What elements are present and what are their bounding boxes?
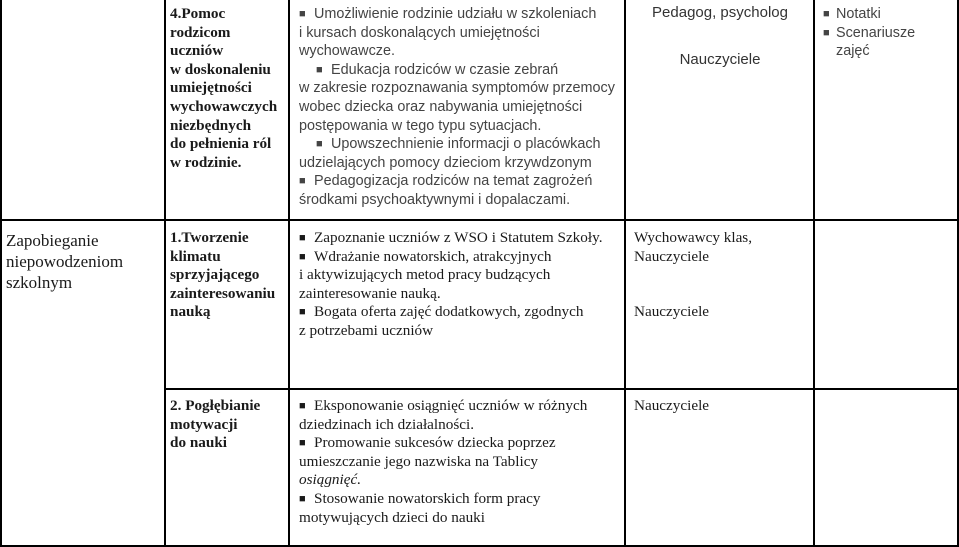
column-divider-4: [813, 0, 815, 547]
notes-cell: ■ Notatki ■ Scenariusze zajęć: [823, 6, 916, 60]
action-item: ■ Zapoznanie uczniów z WSO i Statutem Szkoły.: [299, 229, 603, 246]
bullet-square-icon: ■: [299, 400, 306, 412]
bullet-square-icon: ■: [299, 8, 306, 20]
task-cell: 4.Pomoc rodzicom uczniów w doskonaleniu umiejętności wychowawczych niezbędnych do pełnienia ról w rodzinie.: [170, 5, 278, 171]
bullet-square-icon: ■: [299, 250, 306, 263]
notes-item: ■ Scenariusze: [823, 24, 916, 41]
action-item: ■ Eksponowanie osiągnięć uczniów w różnych: [299, 397, 588, 414]
actions-cell: ■ Eksponowanie osiągnięć uczniów w różnych dziedzinach ich działalności. ■ Promowanie sukcesów dziecka poprzez umieszczanie jego nazwiska na Tablicy osiągnięć. ■ Stosowanie nowatorskich form pracy motywujących dzieci do nauki: [299, 397, 588, 526]
row-divider-1: [0, 219, 959, 221]
bullet-square-icon: ■: [299, 232, 306, 244]
responsible-cell: Pedagog, psycholog Nauczyciele: [652, 4, 788, 68]
task-cell: 1.Tworzenie klimatu sprzyjającego zainteresowaniu nauką: [170, 229, 276, 321]
bullet-square-icon: ■: [299, 492, 306, 505]
responsible-cell: Nauczyciele: [634, 397, 710, 414]
action-item: ■ Pedagogizacja rodziców na temat zagrożeń: [299, 173, 593, 190]
action-item: ■ Wdrażanie nowatorskich, atrakcyjnych: [299, 247, 552, 265]
bullet-square-icon: ■: [299, 306, 306, 319]
bullet-square-icon: ■: [299, 175, 306, 188]
bullet-square-icon: ■: [316, 63, 323, 76]
column-divider-3: [624, 0, 626, 547]
task-cell: 2. Pogłębianie motywacji do nauki: [170, 397, 261, 452]
bullet-square-icon: ■: [823, 26, 830, 39]
action-item: ■ Upowszechnienie informacji o placówkach: [316, 136, 601, 153]
bullet-square-icon: ■: [823, 8, 830, 20]
action-item: ■ Promowanie sukcesów dziecka poprzez: [299, 434, 556, 452]
table-border-left: [0, 0, 2, 547]
row-divider-2: [164, 388, 959, 390]
area-cell: Zapobieganie niepowodzeniom szkolnym: [6, 231, 124, 292]
action-item: ■ Stosowanie nowatorskich form pracy: [299, 489, 541, 507]
actions-cell: ■ Zapoznanie uczniów z WSO i Statutem Szkoły. ■ Wdrażanie nowatorskich, atrakcyjnych i aktywizujących metod pracy budzących zainteresowanie nauką. ■ Bogata oferta zajęć dodatkowych, zgodnych z potrzebami uczniów: [299, 229, 603, 339]
actions-cell: ■ Umożliwienie rodzinie udziału w szkoleniach i kursach doskonalących umiejętności wychowawcze. ■ Edukacja rodziców w czasie zebrań w zakresie rozpoznawania symptomów przemocy wobec dziecka oraz nabywania umiejętności postępowania w tego typu sytuacjach. ■ Upowszechnienie informacji o placówkach udzielających pomocy dzieciom krzywdzonym ■ Pedagogizacja rodziców na temat zagrożeń środkami psychoaktywnymi i dopalaczami.: [299, 6, 615, 208]
action-item: ■ Edukacja rodziców w czasie zebrań: [316, 61, 559, 78]
bullet-square-icon: ■: [316, 138, 323, 151]
action-item: ■ Umożliwienie rodzinie udziału w szkoleniach: [299, 6, 597, 22]
notes-item: ■ Notatki: [823, 6, 881, 22]
column-divider-1: [164, 0, 166, 547]
column-divider-2: [288, 0, 290, 547]
responsible-cell: Wychowawcy klas, Nauczyciele Nauczyciele: [634, 229, 753, 321]
action-item: ■ Bogata oferta zajęć dodatkowych, zgodnych: [299, 303, 584, 321]
bullet-square-icon: ■: [299, 437, 306, 450]
